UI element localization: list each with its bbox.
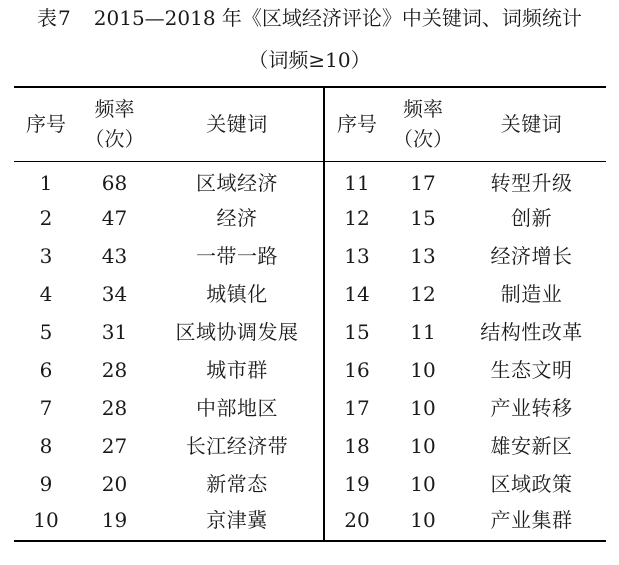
table-row xyxy=(14,237,606,275)
cell-keyword: 新常态 xyxy=(151,465,324,503)
cell-index: 12 xyxy=(344,206,370,230)
cell-keyword: 城市群 xyxy=(151,351,324,389)
cell-keyword: 转型升级 xyxy=(490,170,573,195)
cell-index: 3 xyxy=(39,244,53,268)
cell-frequency: 47 xyxy=(101,206,128,230)
cell-index: 4 xyxy=(39,282,53,306)
cell-keyword: 生态文明 xyxy=(490,358,573,382)
cell-keyword: 区域经济 xyxy=(151,161,324,199)
header-keyword-right: 关键词 xyxy=(457,87,606,161)
cell-index: 10 xyxy=(14,503,78,541)
cell-index: 6 xyxy=(39,358,53,382)
cell-frequency: 11 xyxy=(410,320,436,344)
cell-keyword: 制造业 xyxy=(500,282,563,306)
cell-keyword: 产业集群 xyxy=(457,503,606,541)
cell-keyword: 一带一路 xyxy=(151,237,324,275)
table-row xyxy=(14,351,606,389)
cell-index: 5 xyxy=(39,320,53,344)
table-body xyxy=(14,161,606,541)
table-subtitle: （词频≥10） xyxy=(248,48,371,72)
header-frequency-line1: 频率 xyxy=(403,97,443,122)
cell-index: 7 xyxy=(39,396,53,420)
cell-frequency: 15 xyxy=(410,206,436,230)
header-row xyxy=(14,87,606,161)
table-row xyxy=(14,161,606,199)
cell-frequency: 13 xyxy=(410,244,436,268)
cell-index: 1 xyxy=(39,170,53,195)
cell-index: 9 xyxy=(39,472,53,496)
cell-index: 19 xyxy=(344,472,370,496)
cell-frequency: 10 xyxy=(410,358,436,382)
cell-index: 17 xyxy=(344,396,370,420)
table-row xyxy=(14,313,606,351)
cell-keyword: 区域政策 xyxy=(490,472,573,496)
table-row xyxy=(14,427,606,465)
header-frequency-line2: （次） xyxy=(84,127,145,152)
table-title-text: 2015—2018 年《区域经济评论》中关键词、词频统计 xyxy=(93,6,582,30)
cell-index: 20 xyxy=(324,503,389,541)
header-frequency-line1: 频率 xyxy=(94,97,135,122)
cell-keyword: 城镇化 xyxy=(151,275,324,313)
cell-index: 18 xyxy=(344,434,370,458)
cell-index: 15 xyxy=(344,320,370,344)
cell-keyword: 区域协调发展 xyxy=(151,313,324,351)
cell-keyword: 产业转移 xyxy=(490,396,573,420)
cell-frequency: 10 xyxy=(410,434,436,458)
cell-keyword: 创新 xyxy=(511,206,552,230)
cell-keyword: 结构性改革 xyxy=(480,320,583,344)
cell-frequency: 27 xyxy=(101,434,128,458)
cell-index: 2 xyxy=(39,206,53,230)
cell-keyword: 经济增长 xyxy=(490,244,573,268)
table-label: 表7 xyxy=(37,6,72,30)
cell-frequency: 34 xyxy=(101,282,128,306)
cell-index: 14 xyxy=(344,282,370,306)
cell-frequency: 68 xyxy=(101,170,128,195)
table-title xyxy=(0,4,619,32)
cell-index: 8 xyxy=(39,434,53,458)
cell-frequency: 28 xyxy=(101,396,128,420)
cell-frequency: 31 xyxy=(101,320,128,344)
cell-index: 11 xyxy=(344,170,370,195)
header-index-left: 序号 xyxy=(14,87,78,161)
cell-keyword: 中部地区 xyxy=(151,389,324,427)
cell-index: 16 xyxy=(344,358,370,382)
cell-frequency: 17 xyxy=(410,170,436,195)
keyword-frequency-table xyxy=(14,86,606,542)
table-row xyxy=(14,199,606,237)
cell-frequency: 10 xyxy=(410,472,436,496)
cell-frequency: 12 xyxy=(410,282,436,306)
table-row xyxy=(14,465,606,503)
header-frequency-left xyxy=(78,87,151,161)
cell-frequency: 28 xyxy=(101,358,128,382)
cell-keyword: 雄安新区 xyxy=(490,434,573,458)
table-row xyxy=(14,503,606,541)
cell-keyword: 长江经济带 xyxy=(151,427,324,465)
table-row xyxy=(14,275,606,313)
header-frequency-line2: （次） xyxy=(393,127,453,152)
cell-frequency: 10 xyxy=(410,396,436,420)
table-row xyxy=(14,389,606,427)
header-frequency-right xyxy=(389,87,457,161)
cell-frequency: 10 xyxy=(389,503,457,541)
cell-keyword: 京津冀 xyxy=(151,503,324,541)
header-index-right: 序号 xyxy=(324,87,389,161)
cell-keyword: 经济 xyxy=(151,199,324,237)
cell-index: 13 xyxy=(344,244,370,268)
header-keyword-left: 关键词 xyxy=(151,87,324,161)
cell-frequency: 43 xyxy=(101,244,128,268)
cell-frequency: 19 xyxy=(78,503,151,541)
cell-frequency: 20 xyxy=(101,472,128,496)
